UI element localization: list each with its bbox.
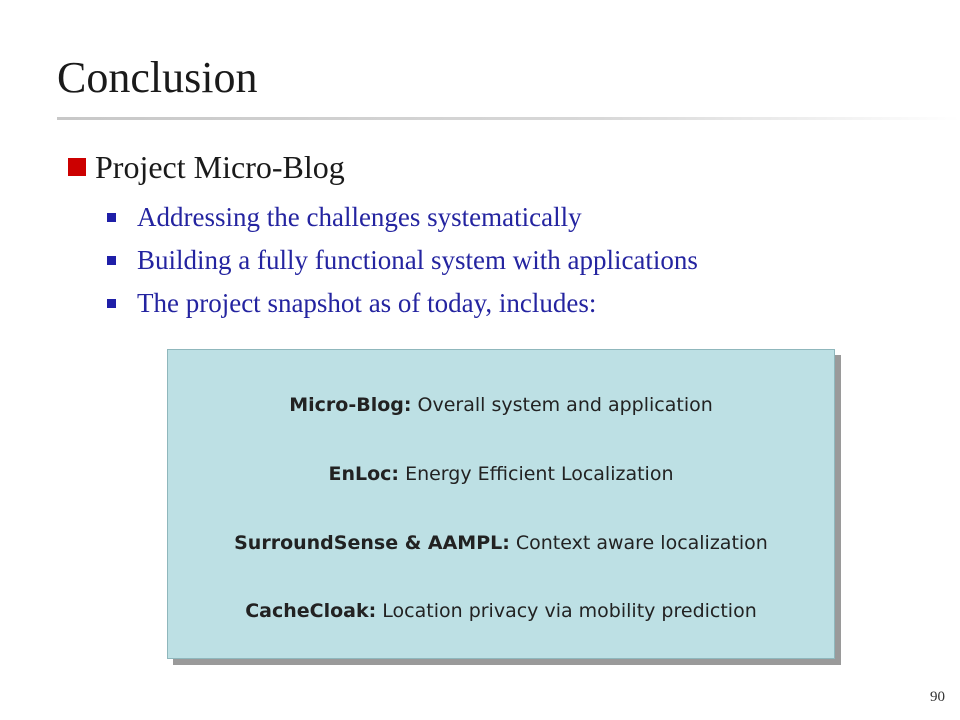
title-divider [57,117,960,120]
row-desc: Energy Efficient Localization [399,463,674,485]
sub-bullet-list [107,196,698,325]
summary-row-cachecloak [168,600,834,622]
sub-bullet-item [107,282,698,325]
sub-bullet-item [107,196,698,239]
summary-box [167,349,835,659]
bullet-project-micro-blog [68,147,345,187]
row-name: Micro-Blog: [289,394,412,416]
blue-square-icon [107,256,116,265]
row-name: SurroundSense & AAMPL: [234,532,510,554]
red-square-icon [68,158,86,176]
row-desc: Location privacy via mobility prediction [376,600,757,622]
page-number: 90 [930,689,945,705]
slide-title: Conclusion [57,53,258,102]
row-desc: Overall system and application [411,394,713,416]
blue-square-icon [107,213,116,222]
sub-bullet-item [107,239,698,282]
blue-square-icon [107,299,116,308]
sub-bullet-label: The project snapshot as of today, includes: [137,288,597,318]
summary-row-micro-blog [168,394,834,416]
sub-bullet-label: Building a fully functional system with applications [137,245,698,275]
summary-row-enloc [168,463,834,485]
row-name: CacheCloak: [245,600,377,622]
bullet-label: Project Micro-Blog [95,148,345,185]
summary-row-surroundsense [168,532,834,554]
row-desc: Context aware localization [509,532,768,554]
sub-bullet-label: Addressing the challenges systematically [137,202,582,232]
row-name: EnLoc: [328,463,400,485]
